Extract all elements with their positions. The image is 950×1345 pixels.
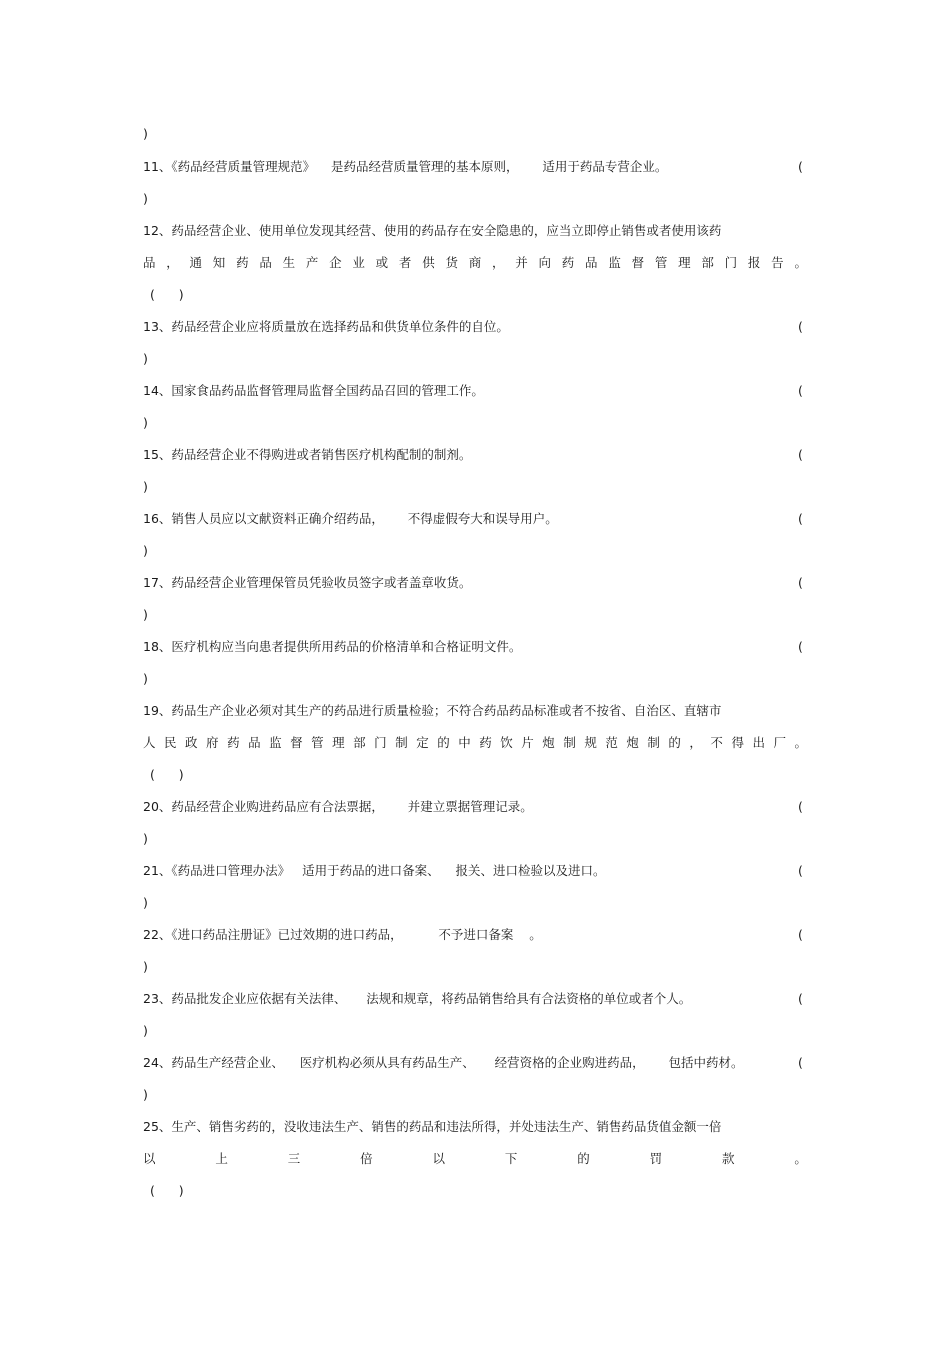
justified-char: 民	[164, 735, 177, 750]
justified-char: 生	[282, 255, 296, 270]
justified-char: 药	[227, 735, 240, 750]
question-19-line2	[143, 735, 807, 751]
justified-char: 厂	[773, 735, 786, 750]
justified-char: ，	[689, 735, 702, 750]
justified-char: 出	[752, 735, 765, 750]
justified-char: 门	[374, 735, 387, 750]
question-25-line2	[143, 1151, 807, 1167]
justified-char: 告	[771, 255, 784, 270]
justified-char: 药	[479, 735, 492, 750]
justified-char: 药	[561, 255, 575, 270]
question-23: 23、药品批发企业应依据有关法律、 法规和规章，将药品销售给具有合法资格的单位或者个人。	[143, 991, 692, 1006]
justified-char: 品	[585, 255, 598, 270]
q11-close-paren: )	[143, 191, 148, 206]
q10-close-paren: )	[143, 126, 148, 141]
question-24: 24、药品生产经营企业、 医疗机构必须从具有药品生产、 经营资格的企业购进药品， 包括中药材。	[143, 1055, 744, 1070]
justified-char: 不	[710, 735, 723, 750]
justified-char: 炮	[626, 735, 639, 750]
justified-char: 品	[259, 255, 272, 270]
justified-char: 或	[375, 255, 389, 270]
q16-close-paren: )	[143, 543, 148, 558]
question-16: 16、销售人员应以文献资料正确介绍药品， 不得虚假夸大和误导用户。	[143, 511, 558, 526]
justified-char: 制	[395, 735, 408, 750]
q14-open-paren: (	[798, 383, 803, 398]
justified-char: 片	[521, 735, 534, 750]
justified-char: 并	[515, 255, 528, 270]
q18-open-paren: (	[798, 639, 803, 654]
justified-char: 通	[189, 255, 203, 270]
justified-char: 商	[468, 255, 482, 270]
justified-char: 者	[398, 255, 412, 270]
q20-open-paren: (	[798, 799, 803, 814]
justified-char: 中	[458, 735, 471, 750]
justified-char: 制	[563, 735, 576, 750]
justified-char: 品	[143, 255, 156, 270]
q16-open-paren: (	[798, 511, 803, 526]
justified-char: 药	[236, 255, 249, 270]
justified-char: 。	[794, 255, 807, 270]
q20-close-paren: )	[143, 831, 148, 846]
q23-open-paren: (	[798, 991, 803, 1006]
justified-char: 府	[206, 735, 219, 750]
justified-char: 理	[678, 255, 691, 270]
question-17: 17、药品经营企业管理保管员凭验收员签字或者盖章收货。	[143, 575, 472, 590]
justified-char: 以	[432, 1151, 446, 1166]
question-20: 20、药品经营企业购进药品应有合法票据， 并建立票据管理记录。	[143, 799, 533, 814]
justified-char: 品	[248, 735, 261, 750]
justified-char: 的	[577, 1151, 590, 1166]
justified-char: 门	[724, 255, 738, 270]
q21-close-paren: )	[143, 895, 148, 910]
question-14: 14、国家食品药品监督管理局监督全国药品召回的管理工作。	[143, 383, 484, 398]
justified-char: 饮	[500, 735, 513, 750]
justified-char: 定	[416, 735, 429, 750]
justified-char: 款	[722, 1151, 735, 1166]
justified-char: 部	[701, 255, 714, 270]
justified-char: 货	[445, 255, 458, 270]
justified-char: 制	[647, 735, 660, 750]
q15-open-paren: (	[798, 447, 803, 462]
justified-char: 企	[329, 255, 342, 270]
justified-char: 监	[608, 255, 621, 270]
justified-char: 督	[290, 735, 303, 750]
justified-char: 炮	[542, 735, 555, 750]
justified-char: 的	[668, 735, 681, 750]
q13-open-paren: (	[798, 319, 803, 334]
justified-char: 规	[584, 735, 597, 750]
justified-char: 。	[794, 1151, 807, 1166]
question-22: 22、《进口药品注册证》已过效期的进口药品， 不予进口备案 。	[143, 927, 542, 942]
q22-close-paren: )	[143, 959, 148, 974]
justified-char: ，	[491, 255, 505, 270]
q22-open-paren: (	[798, 927, 803, 942]
justified-char: 。	[794, 735, 807, 750]
justified-char: 产	[305, 255, 319, 270]
justified-char: 供	[422, 255, 435, 270]
q18-close-paren: )	[143, 671, 148, 686]
justified-char: 上	[215, 1151, 228, 1166]
q24-close-paren: )	[143, 1087, 148, 1102]
justified-char: 以	[143, 1151, 156, 1166]
q17-close-paren: )	[143, 607, 148, 622]
justified-char: 三	[287, 1151, 301, 1166]
justified-char: 监	[269, 735, 282, 750]
justified-char: 下	[504, 1151, 518, 1166]
q21-open-paren: (	[798, 863, 803, 878]
q17-open-paren: (	[798, 575, 803, 590]
justified-char: 得	[731, 735, 744, 750]
justified-char: 罚	[649, 1151, 663, 1166]
justified-char: 人	[143, 735, 156, 750]
justified-char: 部	[353, 735, 366, 750]
justified-char: 向	[538, 255, 552, 270]
q24-open-paren: (	[798, 1055, 803, 1070]
question-25-line1: 25、生产、销售劣药的，没收违法生产、销售的药品和违法所得，并处违法生产、销售药品货值金额一倍	[143, 1119, 722, 1134]
question-13: 13、药品经营企业应将质量放在选择药品和供货单位条件的自位。	[143, 319, 509, 334]
question-21: 21、《药品进口管理办法》 适用于药品的进口备案、 报关、进口检验以及进口。	[143, 863, 606, 878]
justified-char: 管	[654, 255, 668, 270]
question-11: 11、《药品经营质量管理规范》 是药品经营质量管理的基本原则， 适用于药品专营企业。	[143, 159, 668, 174]
q13-close-paren: )	[143, 351, 148, 366]
q25-answer-paren: ( )	[150, 1183, 184, 1198]
justified-char: 报	[747, 255, 761, 270]
justified-char: 管	[311, 735, 324, 750]
justified-char: ，	[166, 255, 179, 270]
justified-char: 倍	[360, 1151, 373, 1166]
q11-open-paren: (	[798, 159, 803, 174]
q15-close-paren: )	[143, 479, 148, 494]
justified-char: 督	[631, 255, 645, 270]
q12-answer-paren: ( )	[150, 287, 184, 302]
justified-char: 的	[437, 735, 450, 750]
justified-char: 政	[185, 735, 198, 750]
q23-close-paren: )	[143, 1023, 148, 1038]
question-19-line1: 19、药品生产企业必须对其生产的药品进行质量检验；不符合药品药品标准或者不按省、自治区、直辖市	[143, 703, 722, 718]
justified-char: 业	[352, 255, 365, 270]
q19-answer-paren: ( )	[150, 767, 184, 782]
question-15: 15、药品经营企业不得购进或者销售医疗机构配制的制剂。	[143, 447, 472, 462]
q14-close-paren: )	[143, 415, 148, 430]
question-12-line1: 12、药品经营企业、使用单位发现其经营、使用的药品存在安全隐患的，应当立即停止销售或者使用该药	[143, 223, 722, 238]
question-18: 18、医疗机构应当向患者提供所用药品的价格清单和合格证明文件。	[143, 639, 522, 654]
question-12-line2	[143, 255, 807, 271]
justified-char: 理	[332, 735, 345, 750]
justified-char: 知	[212, 255, 226, 270]
justified-char: 范	[605, 735, 618, 750]
